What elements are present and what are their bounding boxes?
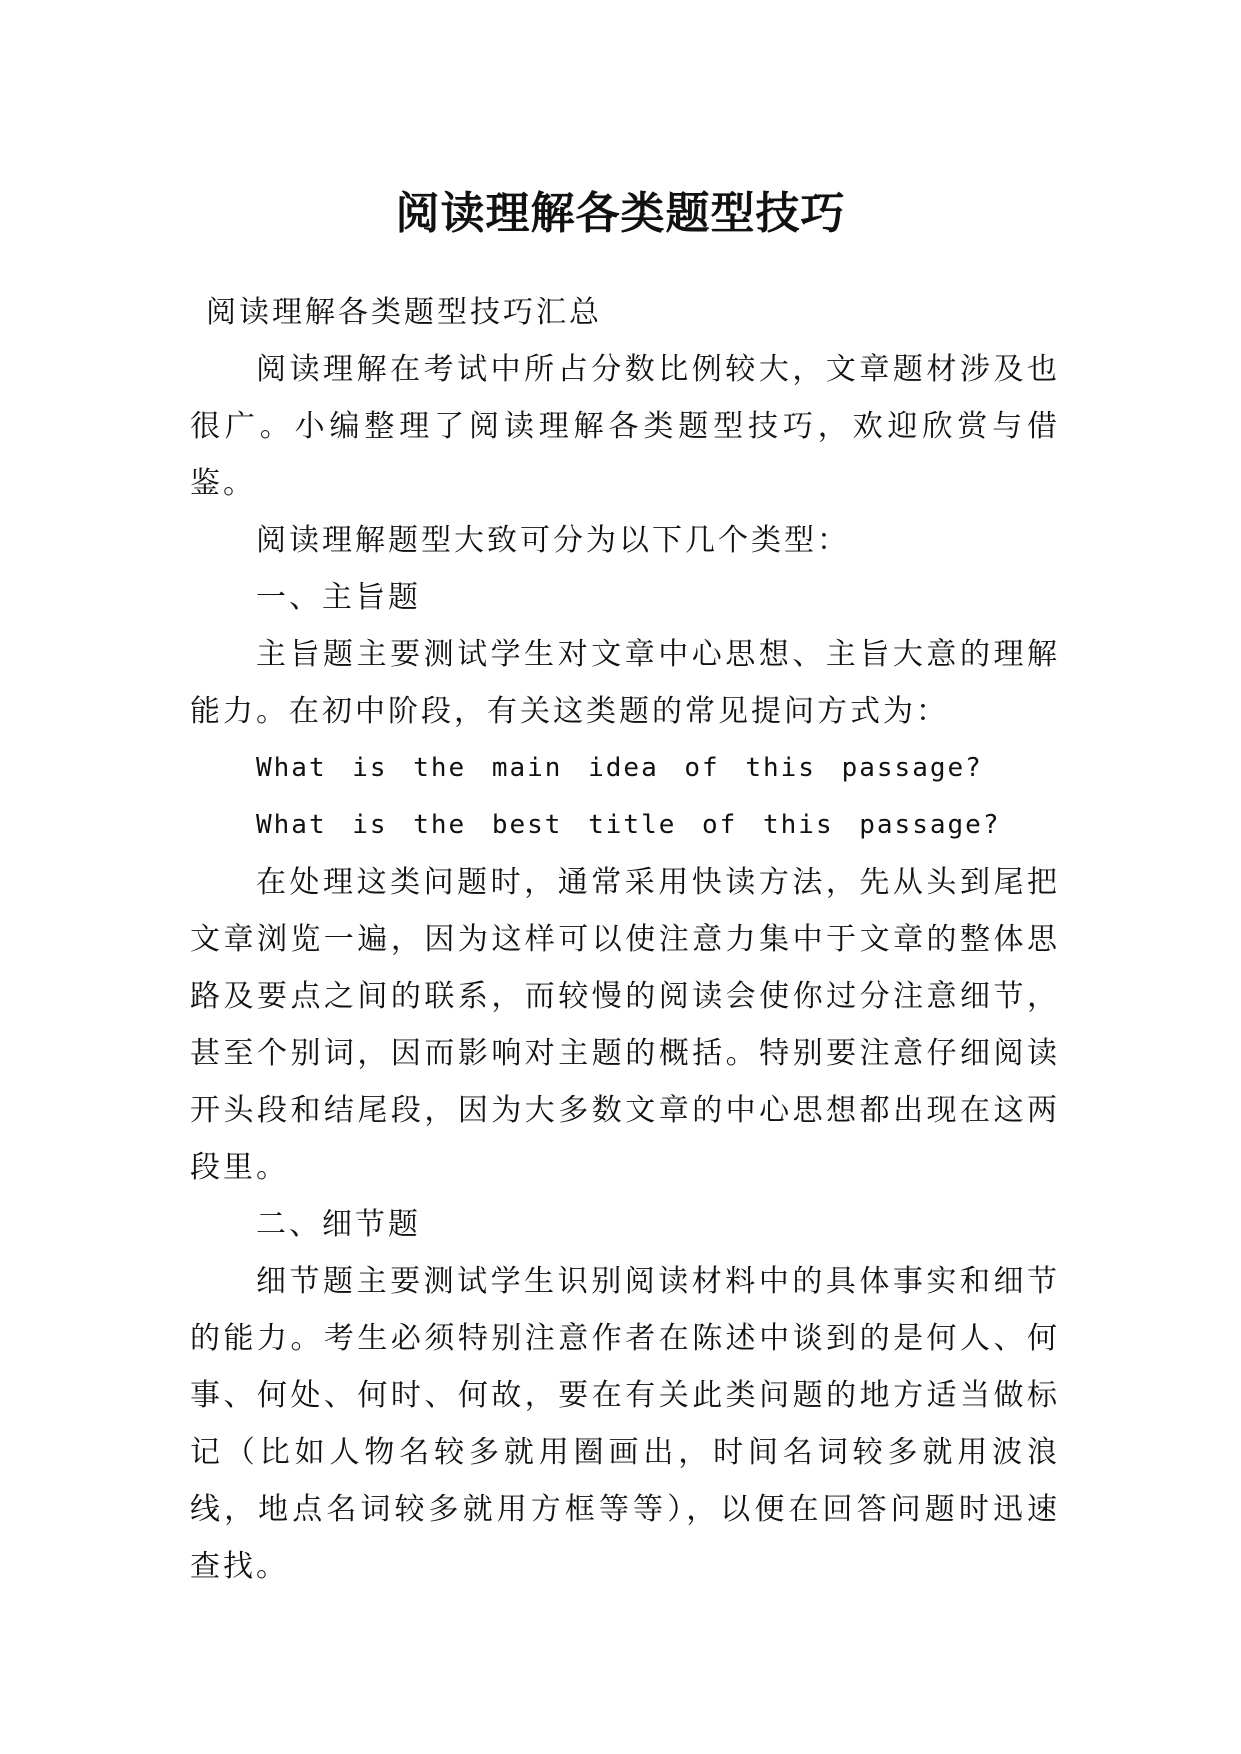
section-heading-main-idea: 一、主旨题 — [256, 580, 421, 615]
main-idea-description: 主旨题主要测试学生对文章中心思想、主旨大意的理解能力。在初中阶段，有关这类题的常见提问方式为： — [190, 637, 1060, 729]
example-question-main-idea: What is the main idea of this passage? — [256, 753, 983, 783]
example-question-best-title: What is the best title of this passage? — [256, 810, 1001, 840]
document-body — [190, 284, 1060, 1595]
document-subtitle: 阅读理解各类题型技巧汇总 — [206, 295, 602, 330]
intro-paragraph: 阅读理解在考试中所占分数比例较大，文章题材涉及也很广。小编整理了阅读理解各类题型技巧，欢迎欣赏与借鉴。 — [190, 352, 1060, 501]
main-idea-method-paragraph: 在处理这类问题时，通常采用快读方法，先从头到尾把文章浏览一遍，因为这样可以使注意力集中于文章的整体思路及要点之间的联系，而较慢的阅读会使你过分注意细节，甚至个别词，因而影响对主题的概括。特别要注意仔细阅读开头段和结尾段，因为大多数文章的中心思想都出现在这两段里。 — [190, 865, 1060, 1185]
detail-description-paragraph: 细节题主要测试学生识别阅读材料中的具体事实和细节的能力。考生必须特别注意作者在陈述中谈到的是何人、何事、何处、何时、何故，要在有关此类问题的地方适当做标记（比如人物名较多就用圈画出，时间名词较多就用波浪线，地点名词较多就用方框等等），以便在回答问题时迅速查找。 — [190, 1264, 1060, 1584]
document-title: 阅读理解各类题型技巧 — [395, 188, 846, 240]
section-heading-details: 二、细节题 — [256, 1207, 421, 1242]
types-intro-paragraph: 阅读理解题型大致可分为以下几个类型： — [256, 523, 850, 558]
